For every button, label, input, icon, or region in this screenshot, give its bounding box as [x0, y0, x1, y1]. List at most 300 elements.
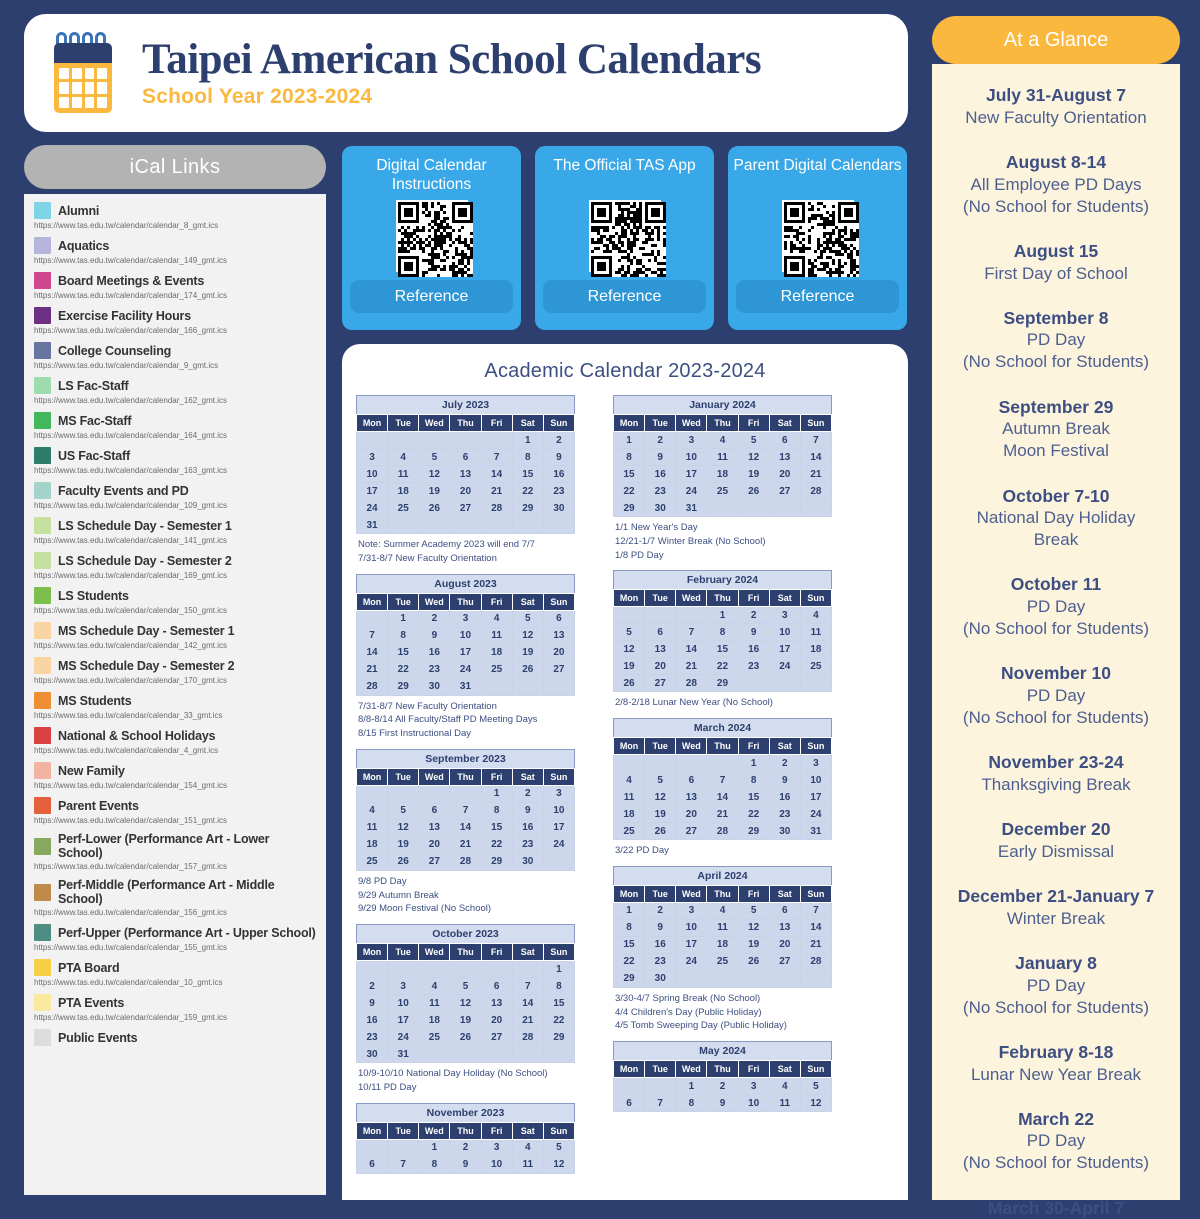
calendar-day-cell[interactable]: 22 — [614, 483, 645, 500]
calendar-day-cell[interactable]: 26 — [645, 823, 676, 840]
ical-link-url[interactable]: https://www.tas.edu.tw/calendar/calendar_4_gmt.ics — [34, 746, 219, 755]
calendar-day-cell[interactable]: 23 — [543, 483, 574, 500]
calendar-day-cell[interactable]: 14 — [676, 641, 707, 658]
calendar-day-cell[interactable]: 29 — [614, 500, 645, 517]
calendar-day-cell[interactable]: 10 — [357, 466, 388, 483]
calendar-day-cell[interactable]: 23 — [512, 836, 543, 853]
calendar-day-cell[interactable]: 27 — [419, 853, 450, 870]
calendar-day-cell[interactable]: 4 — [481, 610, 512, 627]
ical-link-url[interactable]: https://www.tas.edu.tw/calendar/calendar_9_gmt.ics — [34, 361, 219, 370]
calendar-day-cell[interactable]: 6 — [543, 610, 574, 627]
calendar-day-cell[interactable]: 14 — [357, 644, 388, 661]
calendar-day-cell[interactable]: 2 — [707, 1078, 738, 1095]
calendar-day-cell[interactable]: 13 — [676, 789, 707, 806]
calendar-day-cell[interactable]: 17 — [357, 483, 388, 500]
calendar-day-cell[interactable]: 5 — [738, 902, 769, 919]
calendar-day-cell[interactable]: 2 — [769, 755, 800, 772]
ical-link-url[interactable]: https://www.tas.edu.tw/calendar/calendar_109_gmt.ics — [34, 501, 227, 510]
calendar-day-cell[interactable]: 4 — [707, 432, 738, 449]
calendar-day-cell[interactable]: 8 — [707, 624, 738, 641]
calendar-day-cell[interactable]: 16 — [419, 644, 450, 661]
ical-link-item[interactable] — [34, 994, 316, 1022]
calendar-day-cell[interactable]: 17 — [676, 936, 707, 953]
qr-code-icon[interactable] — [782, 200, 854, 272]
calendar-day-cell[interactable]: 20 — [543, 644, 574, 661]
calendar-day-cell[interactable]: 16 — [357, 1012, 388, 1029]
calendar-day-cell[interactable]: 24 — [388, 1029, 419, 1046]
calendar-day-cell[interactable]: 13 — [543, 627, 574, 644]
calendar-day-cell[interactable]: 19 — [450, 1012, 481, 1029]
calendar-day-cell[interactable]: 7 — [800, 432, 831, 449]
calendar-day-cell[interactable]: 7 — [450, 802, 481, 819]
calendar-day-cell[interactable]: 25 — [800, 658, 831, 675]
calendar-day-cell[interactable]: 21 — [676, 658, 707, 675]
calendar-day-cell[interactable]: 17 — [450, 644, 481, 661]
calendar-day-cell[interactable]: 9 — [645, 449, 676, 466]
ical-link-url[interactable]: https://www.tas.edu.tw/calendar/calendar_157_gmt.ics — [34, 862, 227, 871]
calendar-day-cell[interactable]: 15 — [738, 789, 769, 806]
qr-code-icon[interactable] — [396, 200, 468, 272]
calendar-day-cell[interactable]: 29 — [512, 500, 543, 517]
calendar-day-cell[interactable]: 16 — [769, 789, 800, 806]
calendar-day-cell[interactable]: 1 — [614, 902, 645, 919]
calendar-day-cell[interactable]: 27 — [450, 500, 481, 517]
calendar-day-cell[interactable]: 12 — [450, 995, 481, 1012]
calendar-day-cell[interactable]: 31 — [676, 500, 707, 517]
calendar-day-cell[interactable]: 4 — [357, 802, 388, 819]
calendar-day-cell[interactable]: 25 — [419, 1029, 450, 1046]
calendar-day-cell[interactable]: 27 — [481, 1029, 512, 1046]
calendar-day-cell[interactable]: 29 — [707, 675, 738, 692]
calendar-day-cell[interactable]: 7 — [645, 1095, 676, 1112]
calendar-day-cell[interactable]: 16 — [645, 936, 676, 953]
calendar-day-cell[interactable]: 2 — [512, 785, 543, 802]
calendar-day-cell[interactable]: 2 — [543, 432, 574, 449]
reference-card[interactable] — [535, 146, 714, 330]
calendar-day-cell[interactable]: 21 — [800, 936, 831, 953]
calendar-day-cell[interactable]: 13 — [769, 919, 800, 936]
calendar-day-cell[interactable]: 17 — [769, 641, 800, 658]
calendar-day-cell[interactable]: 15 — [543, 995, 574, 1012]
calendar-day-cell[interactable]: 30 — [543, 500, 574, 517]
calendar-day-cell[interactable]: 11 — [707, 919, 738, 936]
ical-link-url[interactable]: https://www.tas.edu.tw/calendar/calendar_174_gmt.ics — [34, 291, 227, 300]
reference-card[interactable] — [342, 146, 521, 330]
ical-link-item[interactable] — [34, 692, 316, 720]
calendar-day-cell[interactable]: 13 — [769, 449, 800, 466]
calendar-day-cell[interactable]: 3 — [450, 610, 481, 627]
calendar-day-cell[interactable]: 31 — [388, 1046, 419, 1063]
calendar-day-cell[interactable]: 6 — [357, 1156, 388, 1173]
calendar-day-cell[interactable]: 25 — [707, 483, 738, 500]
calendar-day-cell[interactable]: 11 — [800, 624, 831, 641]
calendar-day-cell[interactable]: 5 — [614, 624, 645, 641]
calendar-day-cell[interactable]: 9 — [543, 449, 574, 466]
calendar-day-cell[interactable]: 23 — [419, 661, 450, 678]
calendar-day-cell[interactable]: 30 — [357, 1046, 388, 1063]
calendar-day-cell[interactable]: 12 — [388, 819, 419, 836]
calendar-day-cell[interactable]: 25 — [481, 661, 512, 678]
calendar-day-cell[interactable]: 20 — [481, 1012, 512, 1029]
calendar-day-cell[interactable]: 14 — [707, 789, 738, 806]
calendar-day-cell[interactable]: 12 — [419, 466, 450, 483]
calendar-day-cell[interactable]: 16 — [645, 466, 676, 483]
calendar-day-cell[interactable]: 15 — [614, 936, 645, 953]
calendar-day-cell[interactable]: 19 — [512, 644, 543, 661]
calendar-day-cell[interactable]: 31 — [357, 517, 388, 534]
calendar-day-cell[interactable]: 24 — [357, 500, 388, 517]
ical-link-url[interactable]: https://www.tas.edu.tw/calendar/calendar_162_gmt.ics — [34, 396, 227, 405]
calendar-day-cell[interactable]: 8 — [481, 802, 512, 819]
calendar-day-cell[interactable]: 20 — [676, 806, 707, 823]
calendar-day-cell[interactable]: 5 — [450, 978, 481, 995]
calendar-day-cell[interactable]: 4 — [800, 607, 831, 624]
calendar-day-cell[interactable]: 14 — [800, 919, 831, 936]
calendar-day-cell[interactable]: 18 — [707, 466, 738, 483]
calendar-day-cell[interactable]: 29 — [481, 853, 512, 870]
calendar-day-cell[interactable]: 3 — [676, 902, 707, 919]
calendar-day-cell[interactable]: 4 — [388, 449, 419, 466]
calendar-day-cell[interactable]: 26 — [419, 500, 450, 517]
calendar-day-cell[interactable]: 11 — [614, 789, 645, 806]
calendar-day-cell[interactable]: 30 — [512, 853, 543, 870]
calendar-day-cell[interactable]: 16 — [512, 819, 543, 836]
calendar-day-cell[interactable]: 10 — [738, 1095, 769, 1112]
calendar-day-cell[interactable]: 20 — [645, 658, 676, 675]
calendar-day-cell[interactable]: 5 — [419, 449, 450, 466]
calendar-day-cell[interactable]: 1 — [388, 610, 419, 627]
calendar-day-cell[interactable]: 29 — [738, 823, 769, 840]
calendar-day-cell[interactable]: 20 — [769, 936, 800, 953]
calendar-day-cell[interactable]: 19 — [738, 936, 769, 953]
calendar-day-cell[interactable]: 7 — [800, 902, 831, 919]
ical-link-item[interactable] — [34, 412, 316, 440]
calendar-day-cell[interactable]: 3 — [676, 432, 707, 449]
calendar-day-cell[interactable]: 12 — [645, 789, 676, 806]
calendar-day-cell[interactable]: 8 — [388, 627, 419, 644]
calendar-day-cell[interactable]: 5 — [645, 772, 676, 789]
calendar-day-cell[interactable]: 21 — [481, 483, 512, 500]
calendar-day-cell[interactable]: 26 — [388, 853, 419, 870]
ical-link-url[interactable]: https://www.tas.edu.tw/calendar/calendar_155_gmt.ics — [34, 943, 227, 952]
calendar-day-cell[interactable]: 8 — [676, 1095, 707, 1112]
calendar-day-cell[interactable]: 12 — [738, 449, 769, 466]
calendar-day-cell[interactable]: 23 — [645, 483, 676, 500]
calendar-day-cell[interactable]: 2 — [645, 902, 676, 919]
ical-link-url[interactable]: https://www.tas.edu.tw/calendar/calendar_10_gmt.ics — [34, 978, 223, 987]
ical-link-item[interactable] — [34, 832, 316, 871]
calendar-day-cell[interactable]: 28 — [800, 953, 831, 970]
calendar-day-cell[interactable]: 12 — [512, 627, 543, 644]
calendar-day-cell[interactable]: 27 — [769, 483, 800, 500]
calendar-day-cell[interactable]: 13 — [645, 641, 676, 658]
calendar-day-cell[interactable]: 17 — [543, 819, 574, 836]
calendar-day-cell[interactable]: 8 — [738, 772, 769, 789]
calendar-day-cell[interactable]: 28 — [676, 675, 707, 692]
calendar-day-cell[interactable]: 25 — [707, 953, 738, 970]
calendar-day-cell[interactable]: 19 — [614, 658, 645, 675]
calendar-day-cell[interactable]: 4 — [614, 772, 645, 789]
ical-link-item[interactable] — [34, 959, 316, 987]
ical-link-item[interactable] — [34, 878, 316, 917]
calendar-day-cell[interactable]: 18 — [388, 483, 419, 500]
calendar-day-cell[interactable]: 10 — [676, 919, 707, 936]
calendar-day-cell[interactable]: 4 — [769, 1078, 800, 1095]
calendar-day-cell[interactable]: 19 — [645, 806, 676, 823]
calendar-day-cell[interactable]: 30 — [645, 500, 676, 517]
calendar-day-cell[interactable]: 10 — [450, 627, 481, 644]
calendar-day-cell[interactable]: 23 — [357, 1029, 388, 1046]
ical-link-url[interactable]: https://www.tas.edu.tw/calendar/calendar_151_gmt.ics — [34, 816, 227, 825]
calendar-day-cell[interactable]: 2 — [645, 432, 676, 449]
calendar-day-cell[interactable]: 19 — [388, 836, 419, 853]
calendar-day-cell[interactable]: 9 — [512, 802, 543, 819]
calendar-day-cell[interactable]: 28 — [800, 483, 831, 500]
ical-link-item[interactable] — [34, 377, 316, 405]
calendar-day-cell[interactable]: 2 — [357, 978, 388, 995]
ical-link-item[interactable] — [34, 622, 316, 650]
calendar-day-cell[interactable]: 8 — [512, 449, 543, 466]
calendar-day-cell[interactable]: 31 — [450, 678, 481, 695]
calendar-day-cell[interactable]: 24 — [800, 806, 831, 823]
calendar-day-cell[interactable]: 15 — [481, 819, 512, 836]
ical-link-url[interactable]: https://www.tas.edu.tw/calendar/calendar_154_gmt.ics — [34, 781, 227, 790]
calendar-day-cell[interactable]: 12 — [800, 1095, 831, 1112]
calendar-day-cell[interactable]: 18 — [481, 644, 512, 661]
calendar-day-cell[interactable]: 1 — [419, 1139, 450, 1156]
calendar-day-cell[interactable]: 26 — [450, 1029, 481, 1046]
calendar-day-cell[interactable]: 28 — [450, 853, 481, 870]
calendar-day-cell[interactable]: 15 — [707, 641, 738, 658]
calendar-day-cell[interactable]: 2 — [738, 607, 769, 624]
ical-link-url[interactable]: https://www.tas.edu.tw/calendar/calendar_166_gmt.ics — [34, 326, 227, 335]
calendar-day-cell[interactable]: 12 — [614, 641, 645, 658]
calendar-day-cell[interactable]: 16 — [543, 466, 574, 483]
calendar-day-cell[interactable]: 12 — [543, 1156, 574, 1173]
calendar-day-cell[interactable]: 21 — [512, 1012, 543, 1029]
calendar-day-cell[interactable]: 22 — [707, 658, 738, 675]
calendar-day-cell[interactable]: 24 — [676, 483, 707, 500]
calendar-day-cell[interactable]: 15 — [614, 466, 645, 483]
calendar-day-cell[interactable]: 21 — [450, 836, 481, 853]
calendar-day-cell[interactable]: 25 — [614, 823, 645, 840]
calendar-day-cell[interactable]: 14 — [481, 466, 512, 483]
calendar-day-cell[interactable]: 24 — [450, 661, 481, 678]
ical-link-item[interactable] — [34, 587, 316, 615]
calendar-day-cell[interactable]: 9 — [769, 772, 800, 789]
calendar-day-cell[interactable]: 26 — [738, 953, 769, 970]
ical-link-item[interactable] — [34, 727, 316, 755]
calendar-day-cell[interactable]: 11 — [707, 449, 738, 466]
calendar-day-cell[interactable]: 14 — [450, 819, 481, 836]
calendar-day-cell[interactable]: 21 — [800, 466, 831, 483]
calendar-day-cell[interactable]: 2 — [419, 610, 450, 627]
ical-link-item[interactable] — [34, 657, 316, 685]
calendar-day-cell[interactable]: 18 — [357, 836, 388, 853]
calendar-day-cell[interactable]: 8 — [614, 449, 645, 466]
calendar-day-cell[interactable]: 30 — [645, 970, 676, 987]
calendar-day-cell[interactable]: 21 — [357, 661, 388, 678]
calendar-day-cell[interactable]: 8 — [614, 919, 645, 936]
calendar-day-cell[interactable]: 19 — [419, 483, 450, 500]
ical-link-item[interactable] — [34, 1029, 316, 1046]
calendar-day-cell[interactable]: 3 — [769, 607, 800, 624]
calendar-day-cell[interactable]: 18 — [800, 641, 831, 658]
calendar-day-cell[interactable]: 1 — [614, 432, 645, 449]
calendar-day-cell[interactable]: 13 — [450, 466, 481, 483]
calendar-day-cell[interactable]: 31 — [800, 823, 831, 840]
calendar-day-cell[interactable]: 16 — [738, 641, 769, 658]
calendar-day-cell[interactable]: 6 — [450, 449, 481, 466]
calendar-day-cell[interactable]: 7 — [512, 978, 543, 995]
calendar-day-cell[interactable]: 15 — [512, 466, 543, 483]
calendar-day-cell[interactable]: 17 — [800, 789, 831, 806]
calendar-day-cell[interactable]: 24 — [543, 836, 574, 853]
calendar-day-cell[interactable]: 18 — [419, 1012, 450, 1029]
calendar-day-cell[interactable]: 4 — [512, 1139, 543, 1156]
calendar-day-cell[interactable]: 22 — [543, 1012, 574, 1029]
calendar-day-cell[interactable]: 13 — [481, 995, 512, 1012]
ical-link-url[interactable]: https://www.tas.edu.tw/calendar/calendar_169_gmt.ics — [34, 571, 227, 580]
calendar-day-cell[interactable]: 4 — [707, 902, 738, 919]
calendar-day-cell[interactable]: 29 — [543, 1029, 574, 1046]
calendar-day-cell[interactable]: 9 — [450, 1156, 481, 1173]
calendar-day-cell[interactable]: 10 — [800, 772, 831, 789]
calendar-day-cell[interactable]: 6 — [769, 902, 800, 919]
calendar-day-cell[interactable]: 26 — [738, 483, 769, 500]
calendar-day-cell[interactable]: 22 — [388, 661, 419, 678]
calendar-day-cell[interactable]: 27 — [769, 953, 800, 970]
calendar-day-cell[interactable]: 6 — [676, 772, 707, 789]
calendar-day-cell[interactable]: 29 — [614, 970, 645, 987]
ical-link-item[interactable] — [34, 517, 316, 545]
calendar-day-cell[interactable]: 17 — [676, 466, 707, 483]
calendar-day-cell[interactable]: 6 — [419, 802, 450, 819]
calendar-day-cell[interactable]: 24 — [769, 658, 800, 675]
ical-link-url[interactable]: https://www.tas.edu.tw/calendar/calendar_33_gmt.ics — [34, 711, 223, 720]
calendar-day-cell[interactable]: 8 — [543, 978, 574, 995]
calendar-day-cell[interactable]: 10 — [388, 995, 419, 1012]
calendar-day-cell[interactable]: 10 — [543, 802, 574, 819]
ical-link-url[interactable]: https://www.tas.edu.tw/calendar/calendar_150_gmt.ics — [34, 606, 227, 615]
calendar-day-cell[interactable]: 6 — [645, 624, 676, 641]
calendar-day-cell[interactable]: 22 — [614, 953, 645, 970]
ical-link-item[interactable] — [34, 447, 316, 475]
calendar-day-cell[interactable]: 30 — [769, 823, 800, 840]
calendar-day-cell[interactable]: 2 — [450, 1139, 481, 1156]
calendar-day-cell[interactable]: 9 — [645, 919, 676, 936]
calendar-day-cell[interactable]: 14 — [800, 449, 831, 466]
calendar-day-cell[interactable]: 23 — [738, 658, 769, 675]
calendar-day-cell[interactable]: 20 — [419, 836, 450, 853]
calendar-day-cell[interactable]: 11 — [419, 995, 450, 1012]
calendar-day-cell[interactable]: 20 — [450, 483, 481, 500]
qr-code-icon[interactable] — [589, 200, 661, 272]
calendar-day-cell[interactable]: 28 — [481, 500, 512, 517]
calendar-day-cell[interactable]: 9 — [419, 627, 450, 644]
calendar-day-cell[interactable]: 25 — [388, 500, 419, 517]
ical-links-list[interactable] — [24, 194, 326, 1195]
ical-link-url[interactable]: https://www.tas.edu.tw/calendar/calendar_8_gmt.ics — [34, 221, 219, 230]
calendar-day-cell[interactable]: 7 — [707, 772, 738, 789]
ical-link-url[interactable]: https://www.tas.edu.tw/calendar/calendar_149_gmt.ics — [34, 256, 227, 265]
calendar-day-cell[interactable]: 7 — [676, 624, 707, 641]
calendar-day-cell[interactable]: 5 — [738, 432, 769, 449]
calendar-day-cell[interactable]: 26 — [614, 675, 645, 692]
ical-link-url[interactable]: https://www.tas.edu.tw/calendar/calendar_142_gmt.ics — [34, 641, 227, 650]
calendar-day-cell[interactable]: 3 — [800, 755, 831, 772]
calendar-day-cell[interactable]: 7 — [357, 627, 388, 644]
calendar-day-cell[interactable]: 28 — [512, 1029, 543, 1046]
calendar-day-cell[interactable]: 25 — [357, 853, 388, 870]
calendar-day-cell[interactable]: 3 — [388, 978, 419, 995]
ical-link-url[interactable]: https://www.tas.edu.tw/calendar/calendar_163_gmt.ics — [34, 466, 227, 475]
ical-link-item[interactable] — [34, 272, 316, 300]
calendar-day-cell[interactable]: 11 — [769, 1095, 800, 1112]
reference-button[interactable]: Reference — [350, 280, 513, 313]
ical-link-item[interactable] — [34, 237, 316, 265]
ical-link-item[interactable] — [34, 552, 316, 580]
reference-button[interactable]: Reference — [736, 280, 899, 313]
calendar-day-cell[interactable]: 21 — [707, 806, 738, 823]
calendar-day-cell[interactable]: 27 — [676, 823, 707, 840]
calendar-day-cell[interactable]: 1 — [512, 432, 543, 449]
calendar-day-cell[interactable]: 18 — [614, 806, 645, 823]
calendar-day-cell[interactable]: 4 — [419, 978, 450, 995]
ical-link-item[interactable] — [34, 307, 316, 335]
calendar-day-cell[interactable]: 5 — [800, 1078, 831, 1095]
calendar-day-cell[interactable]: 22 — [512, 483, 543, 500]
reference-button[interactable]: Reference — [543, 280, 706, 313]
calendar-day-cell[interactable]: 12 — [738, 919, 769, 936]
ical-link-item[interactable] — [34, 482, 316, 510]
calendar-day-cell[interactable]: 30 — [419, 678, 450, 695]
calendar-day-cell[interactable]: 5 — [388, 802, 419, 819]
calendar-day-cell[interactable]: 11 — [512, 1156, 543, 1173]
calendar-day-cell[interactable]: 29 — [388, 678, 419, 695]
calendar-day-cell[interactable]: 1 — [707, 607, 738, 624]
calendar-day-cell[interactable]: 1 — [481, 785, 512, 802]
ical-link-url[interactable]: https://www.tas.edu.tw/calendar/calendar_164_gmt.ics — [34, 431, 227, 440]
calendar-day-cell[interactable]: 14 — [512, 995, 543, 1012]
ical-link-item[interactable] — [34, 202, 316, 230]
calendar-day-cell[interactable]: 19 — [738, 466, 769, 483]
calendar-day-cell[interactable]: 1 — [738, 755, 769, 772]
calendar-day-cell[interactable]: 27 — [543, 661, 574, 678]
calendar-day-cell[interactable]: 6 — [769, 432, 800, 449]
calendar-day-cell[interactable]: 28 — [707, 823, 738, 840]
calendar-day-cell[interactable]: 8 — [419, 1156, 450, 1173]
calendar-day-cell[interactable]: 10 — [676, 449, 707, 466]
calendar-day-cell[interactable]: 15 — [388, 644, 419, 661]
calendar-day-cell[interactable]: 28 — [357, 678, 388, 695]
ical-link-item[interactable] — [34, 762, 316, 790]
calendar-day-cell[interactable]: 11 — [388, 466, 419, 483]
calendar-day-cell[interactable]: 7 — [388, 1156, 419, 1173]
calendar-day-cell[interactable]: 27 — [645, 675, 676, 692]
calendar-day-cell[interactable]: 7 — [481, 449, 512, 466]
calendar-day-cell[interactable]: 11 — [357, 819, 388, 836]
calendar-day-cell[interactable]: 3 — [481, 1139, 512, 1156]
calendar-day-cell[interactable]: 22 — [738, 806, 769, 823]
calendar-day-cell[interactable]: 5 — [543, 1139, 574, 1156]
calendar-day-cell[interactable]: 23 — [645, 953, 676, 970]
calendar-day-cell[interactable]: 1 — [676, 1078, 707, 1095]
calendar-day-cell[interactable]: 9 — [738, 624, 769, 641]
calendar-day-cell[interactable]: 13 — [419, 819, 450, 836]
calendar-day-cell[interactable]: 5 — [512, 610, 543, 627]
calendar-day-cell[interactable]: 10 — [481, 1156, 512, 1173]
